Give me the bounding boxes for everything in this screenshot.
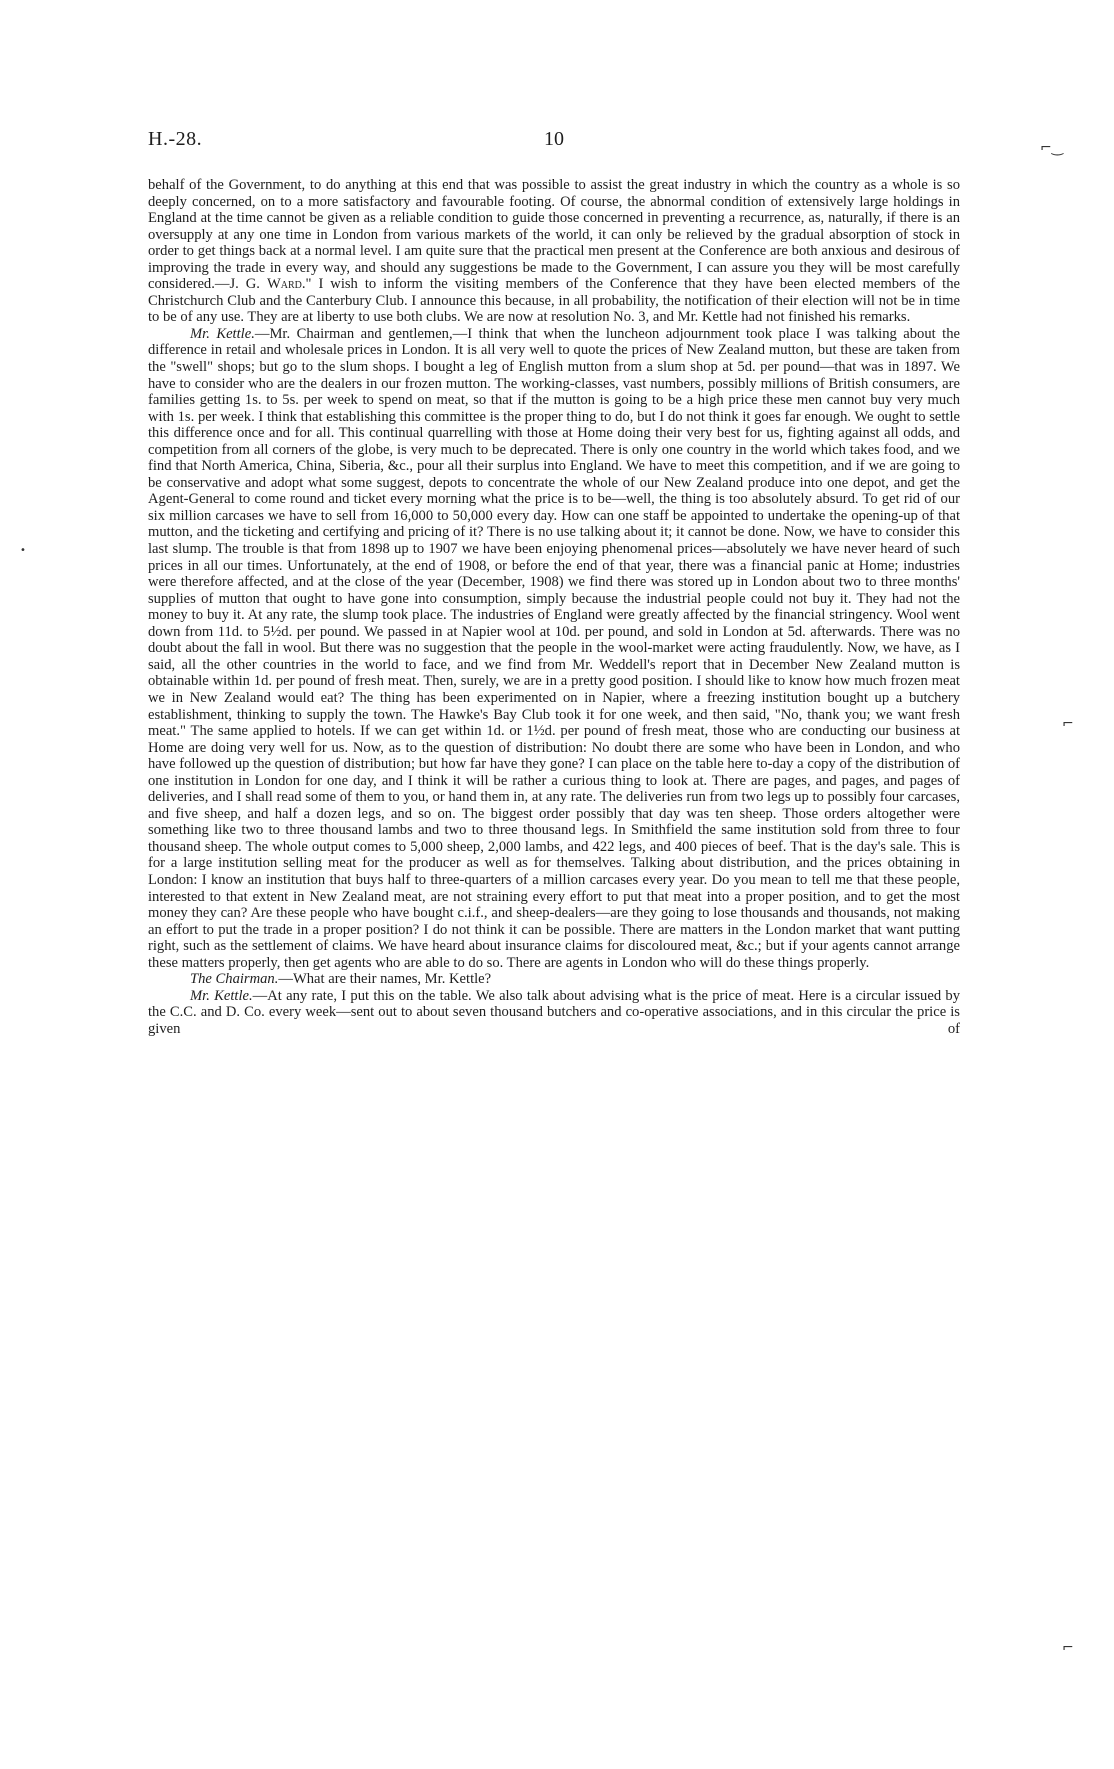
paragraph [148, 326, 960, 971]
document-reference: H.-28. [148, 128, 203, 150]
speaker-name: The Chairman. [190, 971, 279, 988]
paragraph [148, 177, 960, 326]
signature-name: Ward [266, 276, 302, 293]
margin-mark: ⌐ [1062, 1640, 1074, 1656]
speaker-name: Mr. Kettle. [190, 987, 253, 1004]
paragraph [148, 971, 960, 988]
page-number: 10 [544, 128, 564, 150]
paragraph-text: —At any rate, I put this on the table. We also talk about advising what is the price of meat. Here is a circular issued by the C.C. and D. Co. every week—sent out to about seven thousand butchers and co-operative associations, and in this circular the price is given of [148, 987, 960, 1037]
paragraph [148, 988, 960, 1038]
page-header [148, 128, 960, 154]
body-text [148, 177, 960, 1037]
margin-mark: • [20, 545, 26, 556]
speaker-name: Mr. Kettle. [190, 325, 255, 342]
paragraph-text: —What are their names, Mr. Kettle? [278, 971, 492, 988]
paragraph-text: ." I wish to inform the visiting members of the Conference that they have been elected members of the Christchurch Club and the Canterbury Club. I announce this because, in all probability, the notification of their election will not be in time to be of any use. They are at liberty to use both clubs. We are now at resolution No. 3, and Mr. Kettle had not finished his remarks. [148, 276, 960, 326]
margin-mark: ⌐‿ [1040, 140, 1063, 156]
margin-mark: ⌐ [1062, 716, 1074, 732]
paragraph-text: behalf of the Government, to do anything at this end that was possible to assist the great industry in which the country as a whole is so deeply concerned, on to a more satisfactory and favourable footing. Of course, the abnormal condition of extensively large holdings in England at the time cannot be given as a reliable condition to guide those concerned in preventing a recurrence, as, naturally, if there is an oversupply at any one time in London from various markets of the world, it can only be relieved by the gradual absorption of stock in order to get things back at a normal level. I am quite sure that the practical men present at the Conference are both anxious and desirous of improving the trade in every way, and should any suggestions be made to the Government, I can assure you they will be most carefully considered.—J. G. [148, 177, 960, 293]
paragraph-text: —Mr. Chairman and gentlemen,—I think that when the luncheon adjournment took place I was talking about the difference in retail and wholesale prices in London. It is all very well to quote the prices of New Zealand mutton, but these are taken from the "swell" shops; but go to the slum shops. I bought a leg of English mutton from a slum shop at 5d. per pound—that was in 1897. We have to consider who are the dealers in our frozen mutton. The working-classes, vast numbers, possibly millions of British consumers, are families getting 1s. to 5s. per week to spend on meat, so that if the mutton is going to be a high price these men cannot buy very much with 1s. per week. I think that establishing this committee is the proper thing to do, but I do not think it goes far enough. We ought to settle this difference once and for all. This continual quarrelling with those at Home doing their very best for us, fighting against all odds, and competition from all corners of the globe, is very much to be deprecated. There is only one country in the world which takes food, and we find that North America, China, Siberia, &c., pour all their surplus into England. We have to meet this competition, and if we are going to be conservative and adopt what some suggest, depots to concentrate the whole of our New Zealand produce into one depot, and get the Agent-General to come round and ticket every morning what the price is to be—well, the thing is too absolutely absurd. To get rid of our six million carcases we have to sell from 16,000 to 50,000 every day. How can one staff be appointed to undertake the opening-up of that mutton, and the ticketing and certifying and pricing of it? There is no use talking about it; it cannot be done. Now, we have to consider this last slump. The trouble is that from 1898 up to 1907 we have been enjoying phenomenal prices—absolutely we have never heard of such prices in all our times. Unfortunately, at the end of 1908, or before the end of that year, there was a financial panic at Home; industries were therefore affected, and at the close of the year (December, 1908) we find there was stored up in London about two to three months' supplies of mutton that ought to have gone into consumption, simply because the industrial people could not buy it. They had not the money to buy it. At any rate, the slump took place. The industries of England were greatly affected by the financial stringency. Wool went down from 11d. to 5½d. per pound. We passed in at Napier wool at 10d. per pound, and sold in London at 5d. afterwards. There was no doubt about the fall in wool. But there was no suggestion that the people in the wool-market were acting fraudulently. Now, we have, as I said, all the other countries in the world to face, and we find from Mr. Weddell's report that in December New Zealand mutton is obtainable within 1d. per pound of fresh meat. Then, surely, we are in a pretty good position. I should like to know how much frozen meat we in New Zealand would eat? The thing has been experimented on in Napier, where a freezing institution bought up a butchery establishment, thinking to supply the town. The Hawke's Bay Club took it for one week, and then said, "No, thank you; we want fresh meat." The same applied to hotels. If we can get within 1d. or 1½d. per pound of fresh meat, those who are conducting our business at Home are doing very well for us. Now, as to the question of distribution: No doubt there are some who have been in London, and who have followed up the question of distribution; but how far have they gone? I can place on the table here to-day a copy of the distribution of one institution in London for one day, and I think it will be rather a curious thing to look at. There are pages, and pages, and pages of deliveries, and I shall read some of them to you, or hand them in, at any rate. The deliveries run from two legs up to possibly four carcases, and five sheep, and half a dozen legs, and so on. The biggest order possibly that day was ten sheep. Those orders altogether were something like two to three thousand lambs and two to three thousand legs. In Smithfield the same institution sold from three to four thousand sheep. The whole output comes to 5,000 sheep, 2,000 lambs, and 422 legs, and 400 pieces of beef. That is the day's sale. This is for a large institution selling meat for the producer as well as for themselves. Talking about distribution, and the prices obtaining in London: I know an institution that buys half to three-quarters of a million carcases every year. Do you mean to tell me that these people, interested to that extent in New Zealand meat, are not straining every effort to put that meat into a proper position, and to get the most money they can? Are these people who have bought c.i.f., and sheep-dealers—are they going to lose thousands and thousands, not making an effort to put the trade in a proper position? I do not think it can be possible. There are matters in the London market that want putting right, such as the settlement of claims. We have heard about insurance claims for discoloured meat, &c.; but if your agents cannot arrange these matters properly, then get agents who are able to do so. There are agents in London who will do these things properly. [148, 325, 961, 971]
